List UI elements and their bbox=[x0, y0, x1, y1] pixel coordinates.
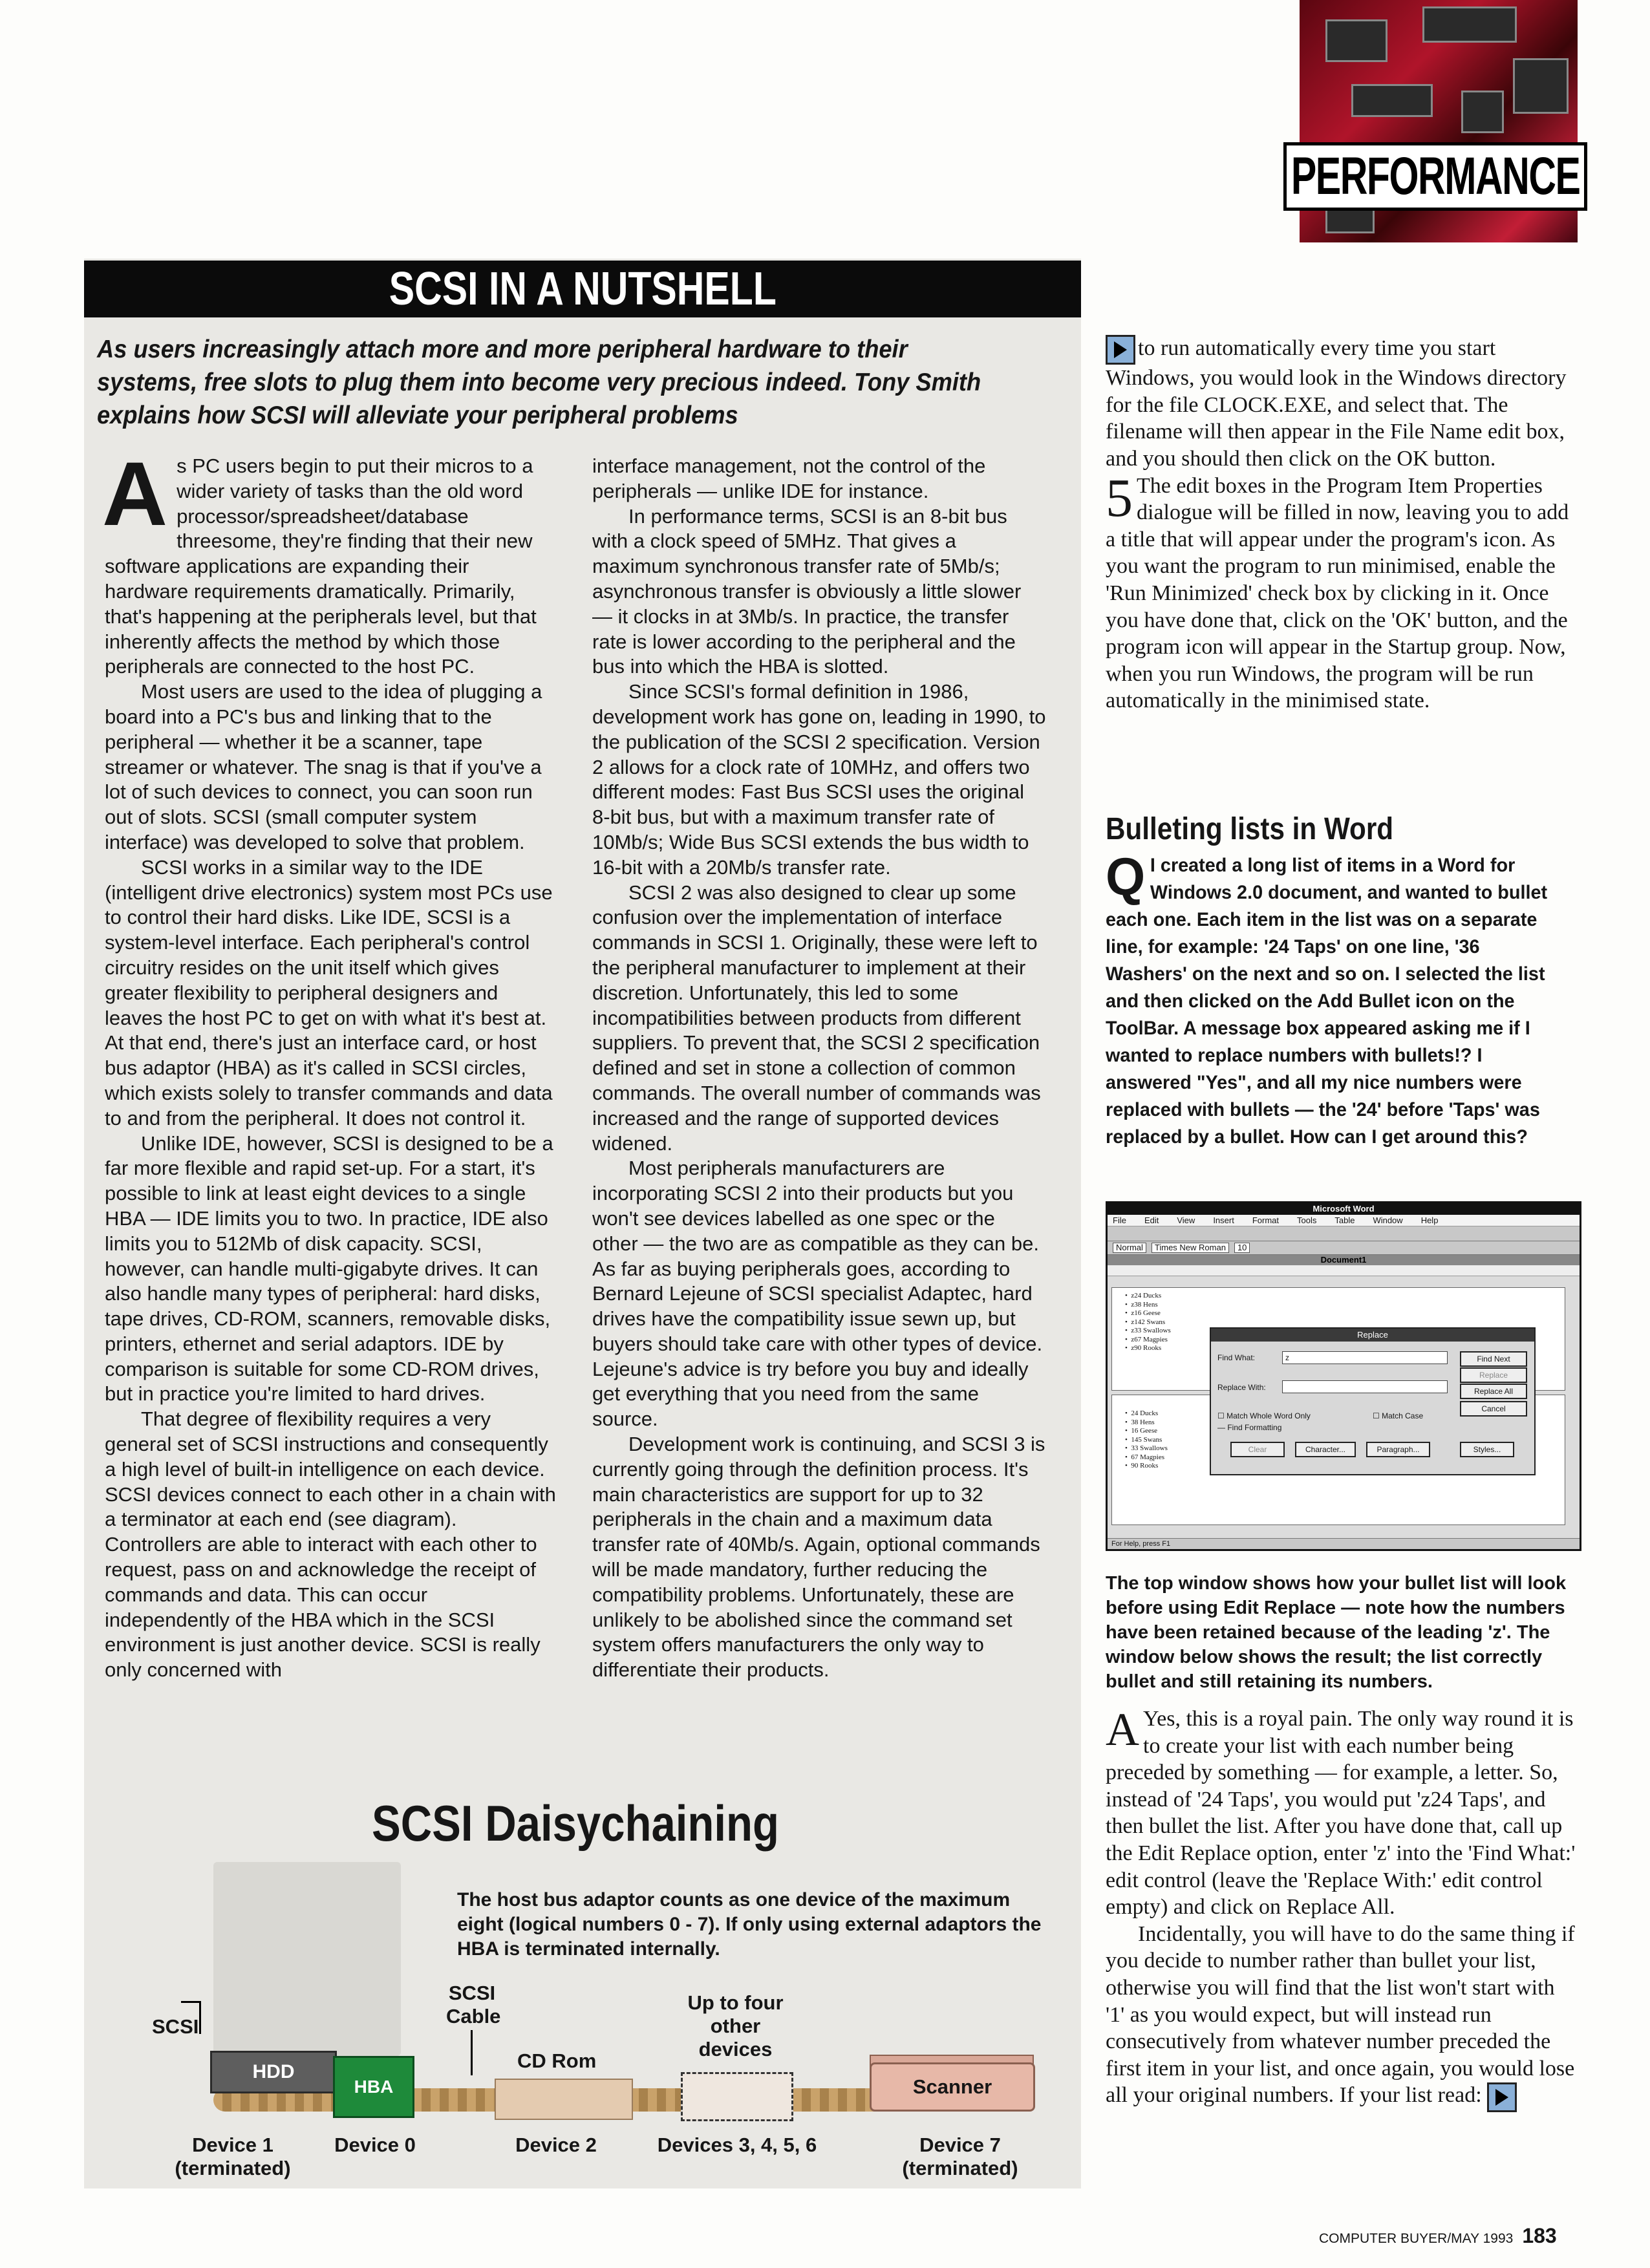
article-paragraph: Development work is continuing, and SCSI 3 is currently going through the definition process. It's main characteristics are support for up to 32 peripherals in the chain and a maximum data transfer rate of 40Mb/s. Again, optional commands will be made mandatory, further reducing the compatibility problems. Unfortunately, these are unlikely to be abolished since the command set system offers manufacturers the only way to differentiate their products. bbox=[592, 1433, 1045, 1682]
article-paragraph: In performance terms, SCSI is an 8-bit bus with a clock speed of 5MHz. That gives a maximum synchronous transfer rate of 5Mb/s; asynchronous transfer is obviously a little slower — it clocks in at 3Mb/s. In practice, the transfer rate is lower according to the peripheral and the bus into which the HBA is slotted. bbox=[592, 504, 1022, 678]
question-text: I created a long list of items in a Word for Windows 2.0 document, and wanted to bullet each one. Each item in the list was on a separate line, for example: '24 Taps' on one line, '36 Washers' on the next and so on. I selected the list and then clicked on the Add Bullet icon on the ToolBar. A message box appeared asking me if I wanted to replace numbers with bullets!? I answered "Yes", and all my nice numbers were replaced with bullets — the '24' before 'Taps' was replaced by a bullet. How can I get around this? bbox=[1106, 855, 1548, 1148]
match-whole-checkbox[interactable]: ☐ Match Whole Word Only bbox=[1217, 1411, 1311, 1420]
question-block bbox=[1106, 848, 1559, 1151]
word-title-bar: Microsoft Word bbox=[1108, 1203, 1580, 1215]
article-paragraph: Most users are used to the idea of plugging a board into a PC's bus and linking that to the peripheral — whether it be a scanner, tape streamer or whatever. The snag is that if you've a lot of such devices to connect, you can soon run out of slots. SCSI (small computer system interface) was developed to solve that problem. bbox=[105, 680, 542, 853]
monitor-illustration bbox=[213, 1862, 401, 2056]
clear-button[interactable]: Clear bbox=[1230, 1442, 1285, 1457]
article-title: SCSI IN A NUTSHELL bbox=[389, 263, 777, 315]
page-number: 183 bbox=[1522, 2224, 1557, 2247]
scsi-pointer-line bbox=[181, 2001, 201, 2034]
cable-pointer-line bbox=[471, 2030, 473, 2075]
find-formatting-label: — Find Formatting bbox=[1217, 1423, 1282, 1432]
device-label: Devices 3, 4, 5, 6 bbox=[657, 2134, 817, 2156]
other-devices-box bbox=[681, 2072, 793, 2121]
cd-rom-device bbox=[495, 2079, 633, 2120]
bullet-list-plain: • 24 Ducks • 38 Hens • 16 Geese • 145 Swans • 33 Swallows • 67 Magpies • 90 Rooks bbox=[1125, 1409, 1168, 1470]
step-number: 5 bbox=[1106, 467, 1133, 528]
sidebar-text-bottom bbox=[1106, 1706, 1578, 2112]
sidebar-text-top bbox=[1106, 335, 1578, 714]
menu-item[interactable]: Edit bbox=[1144, 1215, 1159, 1225]
font-box[interactable]: Times New Roman bbox=[1152, 1243, 1229, 1253]
menu-item[interactable]: Window bbox=[1373, 1215, 1403, 1225]
sidebar-paragraph: to run automatically every time you start Windows, you would look in the Windows directory for the file CLOCK.EXE, and select that. The filename will then appear in the File Name edit box, and you should then click on the OK button. bbox=[1106, 336, 1567, 471]
sidebar-paragraph: 5 The edit boxes in the Program Item Properties dialogue will be filled in now, leaving you to add a title that will appear under the program's icon. As you want the program to run minimised, enable the 'Run Minimized' check box by clicking in it. Once you have done that, click on the 'OK' button, and the program icon will appear in the Startup group. Now, when you run Windows, the program will be run automatically in the minimised state. bbox=[1106, 467, 1569, 713]
cd-rom-label: CD Rom bbox=[517, 2049, 597, 2072]
diagram-caption: The host bus adaptor counts as one device of the maximum eight (logical numbers 0 - 7). If only using external adaptors the HBA is terminated internally. bbox=[457, 1889, 1042, 1960]
screenshot-caption: The top window shows how your bullet list will look before using Edit Replace — note how the numbers have been retained because of the leading 'z'. The window below shows the result; the list correctly bullet and still retaining its numbers. bbox=[1106, 1573, 1567, 1692]
article-paragraph: SCSI works in a similar way to the IDE (intelligent drive electronics) system most PCs use to control their hard disks. Like IDE, SCSI is a system-level interface. Each peripheral's control circuitry resides on the unit itself which gives greater flexibility to peripheral designers and leaves the host PC to get on with what it's best at. At that end, there's just an interface card, or host bus adaptor (HBA) as it's called in SCSI circles, which exists solely to transfer commands and data to and from the peripheral. It does not control it. bbox=[105, 855, 553, 1129]
article-standfirst: As users increasingly attach more and more peripheral hardware to their systems, free slots to plug them into become very precious indeed. Tony Smith explains how SCSI will alleviate your peripheral problems bbox=[97, 336, 981, 429]
paragraph-button[interactable]: Paragraph... bbox=[1366, 1442, 1430, 1457]
menu-item[interactable]: View bbox=[1177, 1215, 1195, 1225]
menu-item[interactable]: Format bbox=[1252, 1215, 1279, 1225]
match-case-checkbox[interactable]: ☐ Match Case bbox=[1373, 1411, 1424, 1420]
word-toolbar bbox=[1108, 1226, 1580, 1241]
bullet-list-z: • z24 Ducks • z38 Hens • z16 Geese • z142 Swans • z33 Swallows • z67 Magpies • z90 Rooks bbox=[1125, 1292, 1171, 1352]
magazine-issue: COMPUTER BUYER/MAY 1993 bbox=[1319, 2231, 1514, 2246]
word-screenshot bbox=[1106, 1201, 1581, 1551]
replace-dialog-title: Replace bbox=[1211, 1329, 1534, 1342]
replace-all-button[interactable]: Replace All bbox=[1460, 1384, 1527, 1399]
word-format-bar bbox=[1108, 1241, 1580, 1255]
diagram-title: SCSI Daisychaining bbox=[372, 1795, 779, 1852]
menu-item[interactable]: File bbox=[1113, 1215, 1126, 1225]
up-to-four-label: Up to four other devices bbox=[687, 1991, 784, 2060]
find-label: Find What: bbox=[1217, 1353, 1256, 1362]
device-label: Device 7 (terminated) bbox=[902, 2134, 1018, 2179]
styles-button[interactable]: Styles... bbox=[1460, 1442, 1514, 1457]
size-box[interactable]: 10 bbox=[1234, 1243, 1250, 1253]
section-badge-text: PERFORMANCE bbox=[1291, 147, 1580, 206]
scsi-label: SCSI bbox=[152, 2015, 199, 2038]
continue-arrow-icon bbox=[1106, 335, 1135, 365]
replace-dialog bbox=[1210, 1327, 1536, 1475]
word-menu-bar bbox=[1108, 1215, 1580, 1226]
article-paragraph: interface management, not the control of the peripherals — unlike IDE for instance. bbox=[592, 455, 986, 502]
menu-item[interactable]: Tools bbox=[1297, 1215, 1317, 1225]
question-cap: Q bbox=[1106, 848, 1146, 906]
replace-label: Replace With: bbox=[1217, 1383, 1266, 1392]
page-footer bbox=[1319, 2224, 1557, 2248]
article-column-2 bbox=[592, 454, 1046, 1683]
menu-item[interactable]: Table bbox=[1334, 1215, 1355, 1225]
status-bar: For Help, press F1 bbox=[1108, 1538, 1581, 1549]
menu-item[interactable]: Help bbox=[1420, 1215, 1439, 1225]
find-next-button[interactable]: Find Next bbox=[1460, 1351, 1527, 1367]
hba-card: HBA bbox=[333, 2056, 414, 2118]
document-title: Document1 bbox=[1108, 1255, 1580, 1265]
device-label: Device 2 bbox=[515, 2134, 597, 2156]
cancel-button[interactable]: Cancel bbox=[1460, 1401, 1527, 1417]
find-what-input[interactable]: z bbox=[1282, 1351, 1448, 1364]
style-box[interactable]: Normal bbox=[1113, 1243, 1146, 1253]
menu-item[interactable]: Insert bbox=[1213, 1215, 1234, 1225]
ruler bbox=[1108, 1265, 1580, 1276]
sidebar-paragraph: A Yes, this is a royal pain. The only way round it is to create your list with each number being preceded by something — for example, a letter. So, instead of '24 Taps', you would put 'z24 Taps', and then bullet the list. After you have done that, call up the Edit Replace option, enter 'z' into the 'Find What:' edit control (leave the 'Replace With:' edit control empty) and click on Replace All. bbox=[1106, 1704, 1576, 1920]
device-label: Device 0 bbox=[334, 2134, 416, 2156]
section-badge bbox=[1283, 142, 1587, 211]
hdd-device: HDD bbox=[210, 2051, 337, 2093]
continue-arrow-icon bbox=[1487, 2082, 1517, 2112]
sidebar-paragraph: Incidentally, you will have to do the same thing if you decide to number rather than bullet your list, otherwise you will find that the list won't start with '1' as you would expect, but will instead run consecutively from whatever number preceded the first item in your list, and once again, you would lose all your original numbers. If your list read: bbox=[1106, 1921, 1578, 2112]
article-paragraph: Unlike IDE, however, SCSI is designed to be a far more flexible and rapid set-up. For a start, it's possible to link at least eight devices to a single HBA — IDE limits you to two. In practice, IDE also limits you to 512Mb of disk capacity. SCSI, however, can handle multi-gigabyte drives. It can also handle many types of peripheral: hard disks, tape drives, CD-ROM, scanners, removable disks, printers, ethernet and serial adaptors. IDE by comparison is suitable for some CD-ROM drives, but in practice you're limited to hard drives. bbox=[105, 1131, 553, 1406]
article-paragraph: That degree of flexibility requires a very general set of SCSI instructions and consequently a high level of built-in intelligence on each device. SCSI devices connect to each other in a chain with a terminator at each end (see diagram). Controllers are able to interact with each other to request, pass on and acknowledge the receipt of commands and data. This can occur independently of the HBA which in the SCSI environment is just another device. SCSI is really only concerned with bbox=[105, 1407, 556, 1682]
article-paragraph: Most peripherals manufacturers are incorporating SCSI 2 into their products but you won't see devices labelled as one spec or the other — the two are as compatible as they can be. As far as buying peripherals goes, according to Bernard Lejeune of SCSI specialist Adaptec, hard drives have the compatibility issue sewn up, but buyers should take care with other types of device. Lejeune's advice is try before you buy and ideally get everything that you need from the same source. bbox=[592, 1157, 1043, 1431]
answer-cap: A bbox=[1106, 1704, 1139, 1755]
article-paragraph: Since SCSI's formal definition in 1986, development work has gone on, leading in 1990, to the publication of the SCSI 2 specification. Version 2 allows for a clock rate of 10MHz, and offers two different modes: Fast Bus SCSI uses the original 8-bit bus, but with a maximum transfer rate of 10Mb/s; Wide Bus SCSI extends the bus width to 16-bit with a 20Mb/s transfer rate. bbox=[592, 680, 1046, 879]
article-title-bar bbox=[84, 261, 1081, 317]
article-paragraph: SCSI 2 was also designed to clear up some confusion over the implementation of interface commands in SCSI 1. Originally, these were left to the peripheral manufacturer to implement at their discretion. Unfortunately, this led to some incompatibilities between products from different suppliers. To prevent that, the SCSI 2 specification defined and set in stone a collection of common commands. The overall number of commands was increased and the range of supported devices widened. bbox=[592, 881, 1041, 1155]
scsi-cable-label: SCSI Cable bbox=[446, 1982, 501, 2027]
article-paragraph: As PC users begin to put their micros to a wider variety of tasks than the old word processor/spreadsheet/database threesome, they're finding that their new software applications are expanding their hardware requirements dramatically. Primarily, that's happening at the peripherals level, but that inherently affects the method by which those peripherals are connected to the host PC. bbox=[102, 443, 537, 678]
article-column-1 bbox=[102, 443, 557, 1683]
device-label: Device 1 (terminated) bbox=[175, 2134, 291, 2179]
character-button[interactable]: Character... bbox=[1295, 1442, 1356, 1457]
sidebar-heading: Bulleting lists in Word bbox=[1106, 812, 1394, 846]
replace-button[interactable]: Replace bbox=[1460, 1367, 1527, 1383]
replace-with-input[interactable] bbox=[1282, 1380, 1448, 1393]
scanner-device: Scanner bbox=[870, 2062, 1035, 2112]
drop-cap: A bbox=[102, 443, 168, 544]
